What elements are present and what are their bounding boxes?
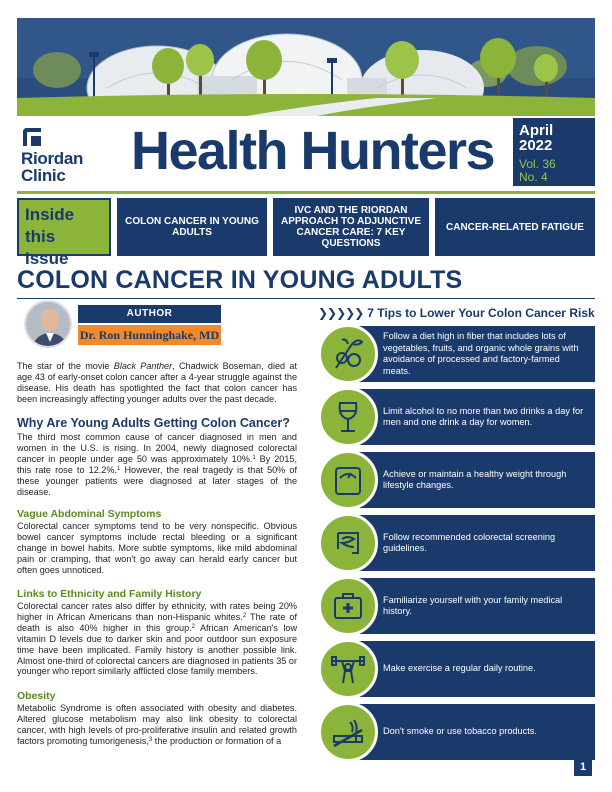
- tip-item-no-smoking: Don't smoke or use tobacco products.: [345, 704, 595, 760]
- vegetables-icon: [318, 324, 378, 384]
- inside-label-line-1: Inside: [25, 205, 75, 224]
- logo-line-2: Clinic: [21, 166, 66, 185]
- toc-item-colon-cancer[interactable]: COLON CANCER IN YOUNG ADULTS: [117, 198, 267, 256]
- author-photo: [24, 300, 72, 348]
- paragraph-why: The third most common cause of cancer diagnosed in men and women in the U.S. is rising. In 2004, newly diagnosed colorectal cancer in people under age 50 was approximately 10%.$^1$ By 2015, this rate rose to 12.2%.$^1$ However, the real tragedy is that 50% of these younger patients were diagnosed at later stages of the disease.: [17, 432, 297, 497]
- issue-month: April: [519, 122, 554, 139]
- newsletter-title: Health Hunters: [131, 121, 495, 181]
- heading-divider: [17, 298, 595, 299]
- masthead: [17, 118, 595, 190]
- riordan-clinic-logo: [17, 124, 127, 184]
- intestine-icon: [318, 513, 378, 573]
- chevrons-icon: ❯❯❯❯❯: [318, 306, 364, 320]
- heading-ethnicity-family: Links to Ethnicity and Family History: [17, 588, 202, 600]
- tip-item-diet: Follow a diet high in fiber that includes lots of vegetables, fruits, and organic whole grains with avoidance of processed and factory-farmed meats.: [345, 326, 595, 382]
- toc-item-fatigue[interactable]: CANCER-RELATED FATIGUE: [435, 198, 595, 256]
- paragraph-obesity: Metabolic Syndrome is often associated with obesity and diabetes. Altered glucose metabolism may also link obesity to colorectal cancer, with high levels of pro-proliferative insulin and related growth factors promoting tumorigenesis,$^3$ the production or formation of a: [17, 703, 297, 746]
- author-name: Dr. Ron Hunninghake, MD: [78, 325, 221, 345]
- tip-item-screening: Follow recommended colorectal screening guidelines.: [345, 515, 595, 571]
- header-illustration: [17, 18, 595, 116]
- logo-line-1: Riordan: [21, 149, 84, 168]
- weightlifter-icon: [318, 639, 378, 699]
- issue-year: 2022: [519, 137, 553, 154]
- inside-label: [17, 198, 111, 268]
- inside-this-issue: [17, 198, 595, 268]
- page-number: 1: [574, 758, 592, 776]
- no-smoking-icon: [318, 702, 378, 762]
- intro-paragraph: The star of the movie Black Panther, Chadwick Boseman, died at age 43 of early-onset colon cancer after a 4-year struggle against the disease. His death has spotlighted the fact that colon cancer has been increasingly affecting younger adults over the past decade.: [17, 361, 297, 404]
- issue-info: [513, 118, 595, 186]
- paragraph-vague: Colorectal cancer symptoms tend to be very nonspecific. Obvious bowel cancer symptoms include rectal bleeding or a significant change in bowel habits. More subtle symptoms, like mild abdominal pain or cramping, that won't go away can herald early cancer but often goes unnoticed.: [17, 521, 297, 575]
- toc-item-ivc[interactable]: IVC AND THE RIORDAN APPROACH TO ADJUNCTIVE CANCER CARE: 7 KEY QUESTIONS: [273, 198, 429, 256]
- tip-item-exercise: Make exercise a regular daily routine.: [345, 641, 595, 697]
- first-aid-kit-icon: [318, 576, 378, 636]
- tip-item-alcohol: Limit alcohol to no more than two drinks a day for men and one drink a day for women.: [345, 389, 595, 445]
- scale-icon: [318, 450, 378, 510]
- heading-vague-symptoms: Vague Abdominal Symptoms: [17, 508, 162, 520]
- issue-volume: Vol. 36: [519, 157, 556, 171]
- logo-mark-icon: [21, 126, 43, 148]
- tip-item-family-history: Familiarize yourself with your family medical history.: [345, 578, 595, 634]
- inside-label-line-2: this Issue: [25, 227, 69, 268]
- wine-glass-icon: [318, 387, 378, 447]
- heading-obesity: Obesity: [17, 690, 56, 702]
- article-heading: COLON CANCER IN YOUNG ADULTS: [17, 266, 463, 294]
- masthead-divider: [17, 191, 595, 194]
- tips-heading: ❯❯❯❯❯ 7 Tips to Lower Your Colon Cancer Risk: [318, 306, 595, 320]
- tip-item-weight: Achieve or maintain a healthy weight through lifestyle changes.: [345, 452, 595, 508]
- author-label: AUTHOR: [78, 305, 221, 323]
- paragraph-ethnicity: Colorectal cancer rates also differ by ethnicity, with rates being 20% higher in African Americans than non-Hispanic whites.$^2$ The rate of death is also 40% higher in this group.$^2$ African American's low vitamin D levels due to darker skin and poor outdoor sun exposure time have been implicated. Family history is another possible link. Almost one-third of colorectal cancers are diagnosed in patients 35 or younger who report similarly afflicted close family members.: [17, 601, 298, 677]
- movie-title: Black Panther: [113, 361, 173, 371]
- issue-number: No. 4: [519, 170, 548, 184]
- heading-why-young-adults: Why Are Young Adults Getting Colon Cancer?: [17, 416, 290, 430]
